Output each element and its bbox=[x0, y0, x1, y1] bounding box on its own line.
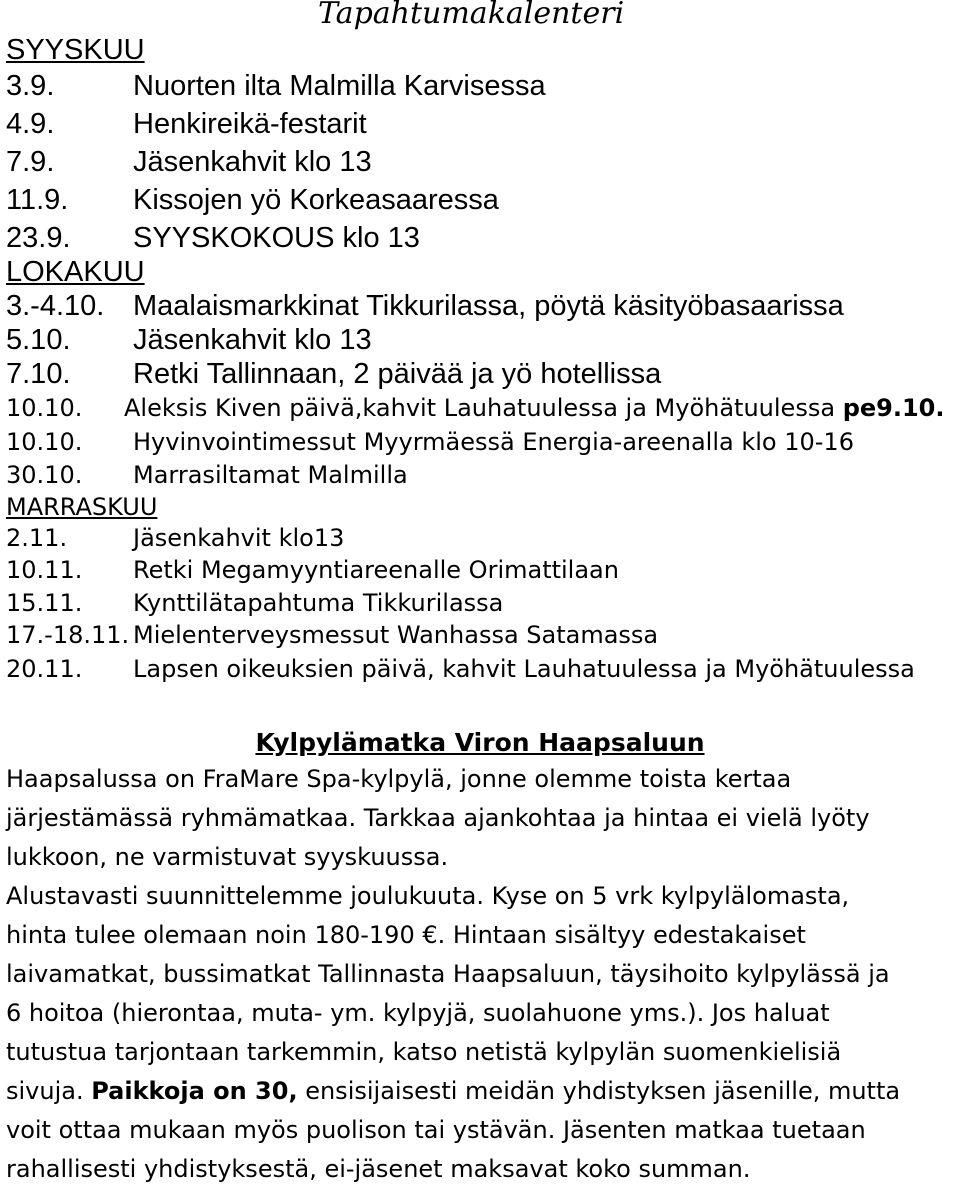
trip-paragraph-line: Haapsalussa on FraMare Spa-kylpylä, jonne olemme toista kertaa bbox=[6, 765, 792, 793]
event-date-note: pe9.10. bbox=[842, 394, 945, 422]
event-text: Jäsenkahvit klo13 bbox=[133, 524, 345, 552]
places-count-emphasis: Paikkoja on 30, bbox=[91, 1077, 298, 1105]
event-row bbox=[6, 461, 408, 489]
trip-heading: Kylpylämatka Viron Haapsaluun bbox=[255, 728, 705, 757]
event-date: 15.11. bbox=[6, 589, 83, 617]
event-row bbox=[6, 621, 659, 649]
trip-paragraph-line: järjestämässä ryhmämatkaa. Tarkkaa ajankohtaa ja hintaa ei vielä lyöty bbox=[6, 804, 870, 832]
event-date: 23.9. bbox=[6, 222, 71, 254]
event-row bbox=[6, 222, 420, 255]
event-text: Jäsenkahvit klo 13 bbox=[133, 146, 372, 178]
event-text: Kissojen yö Korkeasaaressa bbox=[133, 184, 499, 216]
page-title: Tapahtumakalenteri bbox=[318, 0, 625, 31]
event-row bbox=[6, 358, 662, 391]
event-date: 3.9. bbox=[6, 70, 55, 102]
event-date: 10.10. bbox=[6, 428, 83, 456]
event-row bbox=[6, 146, 372, 179]
event-row bbox=[6, 589, 504, 617]
trip-paragraph-line: tutustua tarjontaan tarkemmin, katso netistä kylpylän suomenkielisiä bbox=[6, 1038, 842, 1066]
event-date: 10.11. bbox=[6, 556, 83, 584]
month-heading-marraskuu: MARRASKUU bbox=[6, 493, 158, 521]
event-text: Retki Megamyyntiareenalle Orimattilaan bbox=[133, 556, 619, 584]
event-row bbox=[6, 394, 945, 422]
event-row bbox=[6, 428, 854, 456]
event-row bbox=[6, 70, 546, 103]
event-row bbox=[6, 184, 499, 217]
event-row bbox=[6, 290, 844, 323]
event-date: 7.9. bbox=[6, 146, 55, 178]
trip-paragraph-line: Alustavasti suunnittelemme joulukuuta. Kyse on 5 vrk kylpylälomasta, bbox=[6, 882, 850, 910]
event-date: 4.9. bbox=[6, 108, 55, 140]
event-date: 2.11. bbox=[6, 524, 68, 552]
event-date: 3.-4.10. bbox=[6, 290, 105, 322]
event-text: Retki Tallinnaan, 2 päivää ja yö hotellissa bbox=[133, 358, 662, 390]
event-text: SYYSKOKOUS klo 13 bbox=[133, 222, 420, 254]
event-text: Kynttilätapahtuma Tikkurilassa bbox=[133, 589, 504, 617]
event-date: 17.-18.11. bbox=[6, 621, 130, 649]
trip-paragraph-line: lukkoon, ne varmistuvat syyskuussa. bbox=[6, 843, 449, 871]
event-date: 30.10. bbox=[6, 461, 83, 489]
event-date: 20.11. bbox=[6, 655, 83, 683]
trip-paragraph-line: sivuja. Paikkoja on 30, ensisijaisesti meidän yhdistyksen jäsenille, mutta bbox=[6, 1077, 901, 1105]
trip-paragraph-line: rahallisesti yhdistyksestä, ei-jäsenet maksavat koko summan. bbox=[6, 1155, 751, 1183]
event-date: 10.10. bbox=[6, 394, 83, 422]
month-heading-lokakuu: LOKAKUU bbox=[6, 256, 145, 288]
event-text: Hyvinvointimessut Myyrmäessä Energia-areenalla klo 10-16 bbox=[133, 428, 854, 456]
trip-paragraph-line: 6 hoitoa (hierontaa, muta- ym. kylpyjä, suolahuone yms.). Jos haluat bbox=[6, 999, 830, 1027]
event-text: Aleksis Kiven päivä,kahvit Lauhatuulessa ja Myöhätuulessa pe9.10. bbox=[124, 394, 945, 422]
event-date: 7.10. bbox=[6, 358, 71, 390]
event-text: Marrasiltamat Malmilla bbox=[133, 461, 408, 489]
event-text: Maalaismarkkinat Tikkurilassa, pöytä käsityöbasaarissa bbox=[133, 290, 844, 322]
event-row bbox=[6, 324, 372, 357]
event-row bbox=[6, 524, 345, 552]
event-text: Henkireikä-festarit bbox=[133, 108, 367, 140]
event-text: Jäsenkahvit klo 13 bbox=[133, 324, 372, 356]
event-date: 11.9. bbox=[6, 184, 69, 216]
event-row bbox=[6, 108, 367, 141]
trip-paragraph-line: hinta tulee olemaan noin 180-190 €. Hintaan sisältyy edestakaiset bbox=[6, 921, 806, 949]
event-text: Lapsen oikeuksien päivä, kahvit Lauhatuulessa ja Myöhätuulessa bbox=[133, 655, 915, 683]
trip-paragraph-line: voit ottaa mukaan myös puolison tai ystävän. Jäsenten matkaa tuetaan bbox=[6, 1116, 866, 1144]
trip-paragraph-line: laivamatkat, bussimatkat Tallinnasta Haapsaluun, täysihoito kylpylässä ja bbox=[6, 960, 890, 988]
month-heading-syyskuu: SYYSKUU bbox=[6, 34, 145, 66]
event-date: 5.10. bbox=[6, 324, 71, 356]
event-text: Mielenterveysmessut Wanhassa Satamassa bbox=[133, 621, 659, 649]
event-text: Nuorten ilta Malmilla Karvisessa bbox=[133, 70, 546, 102]
event-row bbox=[6, 655, 915, 683]
event-row bbox=[6, 556, 619, 584]
